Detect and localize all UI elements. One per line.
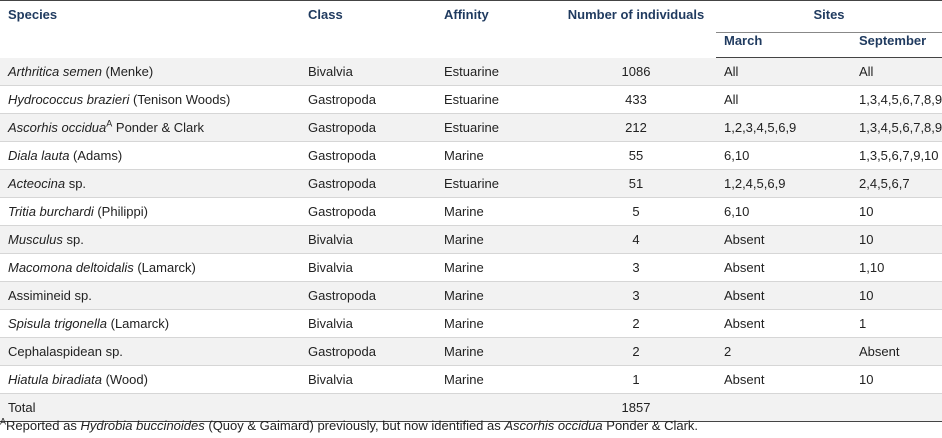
footnote-text-2: (Quoy & Gaimard) previously, but now identified as	[204, 418, 505, 433]
cell-number: 5	[556, 198, 716, 226]
cell-class: Gastropoda	[300, 114, 436, 142]
species-authority: Assimineid sp.	[8, 288, 92, 303]
table-row	[0, 142, 942, 170]
species-authority: (Lamarck)	[133, 260, 196, 275]
cell-species	[0, 254, 300, 282]
species-name: Ascorhis occidua	[8, 120, 107, 135]
header-march: March	[716, 33, 851, 58]
cell-march: Absent	[716, 282, 851, 310]
cell-september: 10	[851, 226, 942, 254]
species-authority: (Adams)	[69, 148, 123, 163]
cell-class: Bivalvia	[300, 366, 436, 394]
cell-march: 6,10	[716, 198, 851, 226]
footnote-italic-2: Ascorhis occidua	[504, 418, 603, 433]
cell-affinity: Marine	[436, 338, 556, 366]
table-row	[0, 310, 942, 338]
cell-class: Bivalvia	[300, 58, 436, 86]
cell-affinity: Estuarine	[436, 86, 556, 114]
cell-species	[0, 114, 300, 142]
cell-september: 1	[851, 310, 942, 338]
cell-march: Absent	[716, 254, 851, 282]
cell-september: All	[851, 58, 942, 86]
species-name: Spisula trigonella	[8, 316, 108, 331]
table-footnote	[0, 418, 698, 433]
total-label: Total	[0, 394, 300, 422]
cell-species	[0, 338, 300, 366]
cell-march: 1,2,3,4,5,6,9	[716, 114, 851, 142]
cell-march: 6,10	[716, 142, 851, 170]
species-name: Acteocina	[8, 176, 66, 191]
footnote-marker: A	[0, 416, 7, 427]
cell-class: Gastropoda	[300, 282, 436, 310]
species-name: Tritia burchardi	[8, 204, 94, 219]
cell-number: 2	[556, 338, 716, 366]
cell-class: Gastropoda	[300, 170, 436, 198]
cell-affinity: Marine	[436, 226, 556, 254]
cell-species	[0, 310, 300, 338]
cell-species	[0, 86, 300, 114]
total-number: 1857	[556, 394, 716, 422]
total-empty-september	[851, 394, 942, 422]
table-row	[0, 282, 942, 310]
footnote-text-3: Ponder & Clark.	[602, 418, 699, 433]
cell-number: 212	[556, 114, 716, 142]
cell-affinity: Estuarine	[436, 58, 556, 86]
cell-september: 1,3,4,5,6,7,8,9	[851, 86, 942, 114]
table-row	[0, 114, 942, 142]
cell-class: Bivalvia	[300, 254, 436, 282]
cell-affinity: Marine	[436, 142, 556, 170]
cell-species	[0, 226, 300, 254]
cell-september: 2,4,5,6,7	[851, 170, 942, 198]
header-species: Species	[0, 1, 300, 58]
cell-number: 3	[556, 254, 716, 282]
cell-affinity: Marine	[436, 282, 556, 310]
species-authority: (Wood)	[101, 372, 148, 387]
cell-affinity: Marine	[436, 198, 556, 226]
cell-class: Gastropoda	[300, 86, 436, 114]
cell-species	[0, 58, 300, 86]
table-row	[0, 254, 942, 282]
cell-affinity: Marine	[436, 366, 556, 394]
cell-september: 10	[851, 198, 942, 226]
species-footnote-marker: A	[106, 118, 113, 129]
species-authority: Cephalaspidean sp.	[8, 344, 123, 359]
species-authority: Ponder & Clark	[112, 120, 205, 135]
table-body	[0, 58, 942, 422]
cell-affinity: Marine	[436, 310, 556, 338]
cell-class: Bivalvia	[300, 310, 436, 338]
cell-number: 1	[556, 366, 716, 394]
footnote-italic-1: Hydrobia buccinoides	[80, 418, 205, 433]
table-row	[0, 226, 942, 254]
table-row	[0, 198, 942, 226]
table-row	[0, 338, 942, 366]
table-row	[0, 86, 942, 114]
species-authority: (Tenison Woods)	[129, 92, 231, 107]
header-affinity: Affinity	[436, 1, 556, 58]
cell-class: Bivalvia	[300, 226, 436, 254]
species-authority: sp.	[65, 176, 87, 191]
cell-march: 2	[716, 338, 851, 366]
cell-number: 55	[556, 142, 716, 170]
footnote-text-1: Reported as	[6, 418, 81, 433]
cell-species	[0, 282, 300, 310]
cell-number: 4	[556, 226, 716, 254]
species-authority: sp.	[62, 232, 84, 247]
cell-class: Gastropoda	[300, 198, 436, 226]
cell-class: Gastropoda	[300, 338, 436, 366]
cell-number: 2	[556, 310, 716, 338]
header-sites: Sites	[716, 1, 942, 33]
header-september: September	[851, 33, 942, 58]
cell-affinity: Estuarine	[436, 114, 556, 142]
species-name: Hiatula biradiata	[8, 372, 102, 387]
species-name: Hydrococcus brazieri	[8, 92, 130, 107]
cell-affinity: Estuarine	[436, 170, 556, 198]
total-empty-march	[716, 394, 851, 422]
cell-number: 51	[556, 170, 716, 198]
cell-species	[0, 366, 300, 394]
cell-class: Gastropoda	[300, 142, 436, 170]
cell-number: 1086	[556, 58, 716, 86]
species-authority: (Philippi)	[93, 204, 148, 219]
cell-affinity: Marine	[436, 254, 556, 282]
species-name: Diala lauta	[8, 148, 70, 163]
cell-march: All	[716, 86, 851, 114]
cell-march: All	[716, 58, 851, 86]
cell-march: Absent	[716, 310, 851, 338]
species-authority: (Lamarck)	[107, 316, 170, 331]
cell-number: 3	[556, 282, 716, 310]
cell-species	[0, 170, 300, 198]
cell-number: 433	[556, 86, 716, 114]
table-row	[0, 170, 942, 198]
cell-march: Absent	[716, 366, 851, 394]
species-authority: (Menke)	[101, 63, 154, 79]
species-name: Arthritica semen	[8, 63, 102, 79]
table-row	[0, 366, 942, 394]
species-name: Musculus	[8, 232, 63, 247]
cell-species	[0, 198, 300, 226]
table-row	[0, 58, 942, 86]
cell-march: 1,2,4,5,6,9	[716, 170, 851, 198]
cell-september: 10	[851, 366, 942, 394]
cell-september: 10	[851, 282, 942, 310]
cell-september: 1,3,4,5,6,7,8,9	[851, 114, 942, 142]
cell-species	[0, 142, 300, 170]
header-class: Class	[300, 1, 436, 58]
cell-september: 1,3,5,6,7,9,10	[851, 142, 942, 170]
cell-september: Absent	[851, 338, 942, 366]
table-header	[0, 1, 942, 58]
species-name: Macomona deltoidalis	[8, 260, 134, 275]
cell-september: 1,10	[851, 254, 942, 282]
header-number: Number of individuals	[556, 1, 716, 58]
cell-march: Absent	[716, 226, 851, 254]
